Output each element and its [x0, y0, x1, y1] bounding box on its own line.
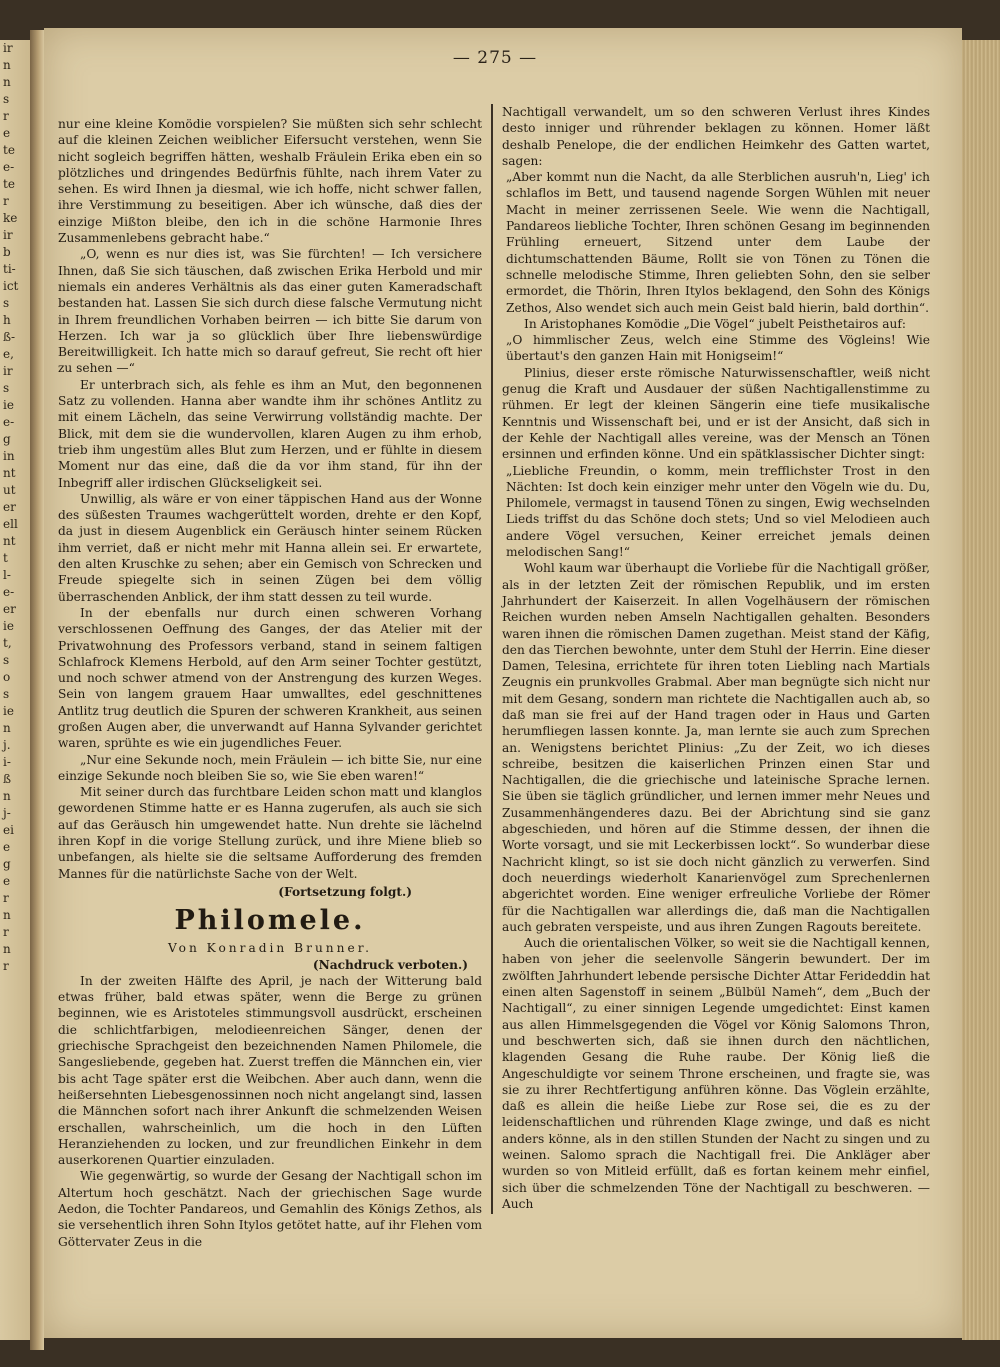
article-text: [58, 973, 482, 1250]
paragraph: Mit seiner durch das furchtbare Leiden schon matt und klanglos gewordenen Stimme hatte er es Hanna zugerufen, als auch sie sich auf das Geräusch hin umgewendet hatte. Nun drehte sie lächelnd ihren Kopf in die vorige Stellung zurück, und ihre Miene blieb so unbefangen, als hielte sie die seltsame Aufforderung des fremden Mannes für die natürlichste Sache von der Welt.: [58, 785, 482, 881]
facing-page-fragment: t,: [3, 636, 12, 650]
facing-page-fragment: r: [3, 959, 9, 973]
paragraph: Plinius, dieser erste römische Naturwissenschaftler, weiß nicht genug die Kraft und Ausdauer der süßen Nachtigallenstimme zu rühmen. Er legt der kleinen Sängerin eine tiefe musikalische Kenntnis und Wissenschaft bei, und er ist der Ansicht, daß sich in der Kehle der Nachtigall alles vereine, was der Mensch an Tönen ersinnen und erfinden könne. Und ein spätklassischer Dichter singt:: [502, 365, 930, 462]
facing-page-fragment: ke: [3, 211, 18, 225]
verse-quote: „Aber kommt nun die Nacht, da alle Sterblichen ausruh'n, Lieg' ich schlaflos im Bett, und tausend nagende Sorgen Wühlen mit neuer Macht in meiner zerrissenen Seele. Wie wenn die Nachtigall, Pandareos liebliche Tochter, Ihren schönen Gesang im beginnenden Frühling erneuert, Sitzend unter dem Laube der dichtumschattenden Bäume, Rollt sie von Tönen zu Tönen die schnelle melodische Stimme, Ihren geliebten Sohn, den sie selber ermordet, die Thörin, Ihren Itylos beklagend, den Sohn des Königs Zethos, Also wendet sich auch mein Geist bald hierin, bald dorthin“.: [506, 170, 930, 315]
facing-page-fragment: er: [3, 500, 16, 514]
facing-page-fragment: e-: [3, 160, 15, 174]
facing-page-fragment: g: [3, 857, 11, 871]
book-gutter: [30, 30, 44, 1350]
facing-page-fragment: ti-: [3, 262, 16, 276]
facing-page-fragment: b: [3, 245, 11, 259]
facing-page-fragment: ie: [3, 398, 14, 412]
paragraph: Auch die orientalischen Völker, so weit sie die Nachtigall kennen, haben von jeher die seelenvolle Sängerin bewundert. Der im zwölften Jahrhundert lebende persische Dichter Attar Ferideddin hat einen alten Sagenstoff in seinem „Bülbül Nameh“, dem „Buch der Nachtigall“, zu einer sinnigen Legende umgedichtet: Einst kamen aus allen Himmelsgegenden die Vögel vor König Salomons Thron, und beschwerten sich, daß sie ihnen durch den nächtlichen, klagenden Gesang die Ruhe raube. Der König ließ die Angeschuldigte vor seinem Throne erscheinen, und fragte sie, was sie zu ihrer Rechtfertigung anführen könne. Das Vöglein erzählte, daß es allein die heiße Liebe zur Rose sei, die es zu der leidenschaftlichen und rührenden Klage zwinge, und daß es nicht anders könne, als in den stillen Stunden der Nacht zu singen und zu weinen. Salomo sprach die Nachtigall frei. Die Ankläger aber wurden so von Mitleid erfüllt, daß es fortan keinem mehr einfiel, sich über die schmelzenden Töne der Nachtigall zu beschweren. — Auch: [502, 936, 930, 1211]
facing-page-fragment: e: [3, 126, 11, 140]
facing-page-fragment: e,: [3, 347, 14, 361]
right-column: [502, 104, 930, 1212]
facing-page-fragment: h: [3, 313, 11, 327]
facing-page-fragment: er: [3, 602, 16, 616]
facing-page-fragment: e: [3, 840, 11, 854]
left-column-text: [58, 116, 482, 882]
facing-page-fragment: e-: [3, 415, 15, 429]
paragraph: nur eine kleine Komödie vorspielen? Sie müßten sich sehr schlecht auf die kleinen Zeichen weiblicher Eifersucht verstehen, wenn Sie nicht sogleich begriffen hätten, weshalb Fräulein Erika eben ein so plötzliches und dringendes Bedürfnis fühlte, nach ihrem Vater zu sehen. Es wird Ihnen ja diesmal, wie ich hoffe, nicht schwer fallen, ihre Verstimmung zu beseitigen. Aber ich wünsche, daß dies der einzige Mißton bleibe, den ich in die schöne Harmonie Ihres Zusammenlebens gebracht habe.“: [58, 117, 482, 246]
facing-page-fragment: e-: [3, 585, 15, 599]
facing-page-fragment: i-: [3, 755, 11, 769]
facing-page-fragment: j.: [3, 738, 11, 752]
facing-page-fragment: n: [3, 789, 11, 803]
facing-page-fragment: r: [3, 891, 9, 905]
facing-page-fragment: nt: [3, 534, 16, 548]
facing-page-fragment: n: [3, 58, 11, 72]
facing-page-fragment: r: [3, 194, 9, 208]
facing-page-fragment: ie: [3, 704, 14, 718]
continued-notice: (Fortsetzung folgt.): [278, 884, 412, 899]
facing-page-fragment: n: [3, 942, 11, 956]
page-number: — 275 —: [452, 48, 538, 68]
page-edges-stack: [962, 40, 1000, 1340]
facing-page-fragment: o: [3, 670, 11, 684]
paragraph: Nachtigall verwandelt, um so den schweren Verlust ihres Kindes desto inniger und rührender beklagen zu können. Homer läßt deshalb Penelope, die der endlichen Heimkehr des Gatten wartet, sagen:: [502, 105, 930, 168]
paragraph: Unwillig, als wäre er von einer täppischen Hand aus der Wonne des süßesten Traumes wachgerüttelt worden, drehte er den Kopf, da just in diesem Augenblick ein Geräusch hinter seinem Rücken ihm verriet, daß er nicht mehr mit Hanna allein sei. Er erwartete, den alten Kruschke zu sehen; aber ein Gemisch von Schrecken und Freude spiegelte sich in seinen Zügen bei dem völlig überraschenden Anblick, der ihm statt dessen zu teil wurde.: [58, 491, 482, 604]
facing-page-fragment: in: [3, 449, 15, 463]
facing-page-fragment: e: [3, 874, 11, 888]
facing-page-fragment: ß-: [3, 330, 16, 344]
article-paragraph: In der zweiten Hälfte des April, je nach der Witterung bald etwas früher, bald etwas später, wenn die Berge zu grünen beginnen, wie es Aristoteles stimmungsvoll ausdrückt, erscheinen die schlichtfarbigen, melodieenreichen Sänger, denen der griechische Sprachgeist den bezeichnenden Namen Philomele, die Sangesliebende, gegeben hat. Zuerst treffen die Männchen ein, vier bis acht Tage später erst die Weibchen. Aber auch dann, wenn die heißersehnten Liebesgenossinnen noch nicht angelangt sind, lassen die Männchen sofort nach ihrer Ankunft die schmelzenden Weisen erschallen, wahrscheinlich, um die hoch in den Lüften Heranziehenden zu locken, und zur freundlichen Einkehr in dem auserkorenen Quartier einzuladen.: [58, 973, 482, 1168]
facing-page-fragment: n: [3, 908, 11, 922]
column-divider: [491, 104, 493, 1214]
paragraph: „Nur eine Sekunde noch, mein Fräulein — ich bitte Sie, nur eine einzige Sekunde noch bleiben Sie so, wie Sie eben waren!“: [58, 752, 482, 783]
facing-page-fragment: ei: [3, 823, 14, 837]
facing-page-fragment: te: [3, 177, 15, 191]
left-column: [58, 116, 482, 1250]
facing-page-fragment: n: [3, 75, 11, 89]
facing-page-fragment: ir: [3, 228, 13, 242]
facing-page-fragment: te: [3, 143, 15, 157]
paragraph: In der ebenfalls nur durch einen schweren Vorhang verschlossenen Oeffnung des Ganges, der das Atelier mit der Privatwohnung des Professors verband, stand in seinem faltigen Schlafrock Klemens Herbold, auf den Arm seiner Tochter gestützt, und noch schwer atmend von der Anstrengung des kurzen Weges. Sein von langem grauem Haar umwalltes, edel geschnittenes Antlitz trug deutlich die Spuren der schweren Krankheit, aus seinen großen Augen aber, die unverwandt auf Hanna Sylvander gerichtet waren, sprühte es wie ein jugendliches Feuer.: [58, 605, 482, 751]
facing-page-fragment: r: [3, 109, 9, 123]
reprint-notice: (Nachdruck verboten.): [312, 957, 468, 972]
article-title: Philomele.: [174, 905, 366, 937]
facing-page-fragment: j-: [3, 806, 11, 820]
facing-page-fragment: s: [3, 687, 10, 701]
facing-page-fragment: s: [3, 92, 10, 106]
facing-page-fragment: s: [3, 381, 10, 395]
article-byline: Von Konradin Brunner.: [167, 941, 373, 956]
verse-quote: „O himmlischer Zeus, welch eine Stimme des Vögleins! Wie übertaut's den ganzen Hain mit Honigseim!“: [506, 333, 930, 364]
verse-quote: „Liebliche Freundin, o komm, mein trefflichster Trost in den Nächten: Ist doch kein einziger mehr unter den Vögeln wie du. Du, Philomele, vermagst in tausend Tönen zu singen, Ewig wechselnden Lieds triffst du das Schöne doch stets; Und so viel Melodieen auch andere Vögel versuchen, Keiner erreichet jemals deinen melodischen Sang!“: [506, 463, 930, 560]
facing-page-fragment: l-: [3, 568, 11, 582]
facing-page-fragment: r: [3, 925, 9, 939]
facing-page-fragment: s: [3, 296, 10, 310]
facing-page-fragment: n: [3, 721, 11, 735]
facing-page-fragment: ie: [3, 619, 14, 633]
paragraph: „O, wenn es nur dies ist, was Sie fürchten! — Ich versichere Ihnen, daß Sie sich täuschen, daß zwischen Erika Herbold und mir niemals ein anderes Verhältnis als das einer guten Kameradschaft bestanden hat. Lassen Sie sich durch diese falsche Vermutung nicht in Ihrem freundlichen Vorhaben beirren — ich bitte Sie darum von Herzen. Ich war ja so glücklich über Ihre liebenswürdige Bereitwilligkeit. Ich hatte mich so darauf gefreut, Sie recht oft hier zu sehen —“: [58, 247, 482, 376]
article-paragraph: Wie gegenwärtig, so wurde der Gesang der Nachtigall schon im Altertum hoch geschätzt. Nach der griechischen Sage wurde Aedon, die Tochter Pandareos, und Gemahlin des Königs Zethos, als sie versehentlich ihren Sohn Itylos getötet hatte, auf ihr Flehen vom Göttervater Zeus in die: [58, 1169, 482, 1249]
facing-page-fragment: g: [3, 432, 11, 446]
facing-page-fragment: ir: [3, 41, 13, 55]
facing-page-fragment: ell: [3, 517, 18, 531]
facing-page-fragment: ir: [3, 364, 13, 378]
paragraph: Wohl kaum war überhaupt die Vorliebe für die Nachtigall größer, als in der letzten Zeit der römischen Republik, und im ersten Jahrhundert der Kaiserzeit. In allen Vogelhäusern der römischen Reichen wurden neben Amseln Nachtigallen gehalten. Besonders waren ihnen die römischen Damen zugethan. Meist stand der Käfig, den das Tierchen bewohnte, unter dem Stuhl der Herrin. Eine dieser Damen, Telesina, errichtete für ihren toten Liebling nach Martials Zeugnis ein prunkvolles Grabmal. Aber man begnügte sich nicht nur mit dem Gesang, sondern man richtete die Nachtigallen auch ab, so daß man sie frei auf der Hand tragen oder in Haus und Garten herumfliegen lassen konnte. Ja, man lernte sie auch zum Sprechen an. Wenigstens berichtet Plinius: „Zu der Zeit, wo ich dieses schreibe, besitzen die kaiserlichen Prinzen einen Star und Nachtigallen, die die griechische und lateinische Sprache lernen. Sie üben sie täglich gründlicher, und lernen immer mehr Neues und Zusammenhängenderes dazu. Bei der Abrichtung sind sie ganz abgeschieden, und hören auf die Stimme dessen, der ihnen die Worte vorsagt, und sie mit Leckerbissen lockt“. So wunderbar diese Nachricht klingt, so ist sie doch nicht gänzlich zu verwerfen. Sind doch neuerdings wiederholt Kanarienvögel zum Sprechenlernen abgerichtet worden. Eine weniger erfreuliche Vorliebe der Römer für die Nachtigallen war allerdings die, daß man die Nachtigallen auch gebraten verspeiste, und aus ihren Zungen Ragouts bereitete.: [502, 561, 930, 934]
paragraph: In Aristophanes Komödie „Die Vögel“ jubelt Peisthetairos auf:: [524, 316, 906, 331]
facing-page-fragment: nt: [3, 466, 16, 480]
facing-page-fragment: ß: [3, 772, 12, 786]
facing-page-fragment: ut: [3, 483, 16, 497]
facing-page-fragment: t: [3, 551, 8, 565]
paragraph: Er unterbrach sich, als fehle es ihm an Mut, den begonnenen Satz zu vollenden. Hanna aber wandte ihm ihr schönes Antlitz zu mit einem Lächeln, das seine Verwirrung vollständig machte. Der Blick, mit dem sie die wundervollen, klaren Augen zu ihm erhob, trieb ihm ungestüm alles Blut zum Herzen, und er fühlte in diesem Moment nur das eine, daß die da vor ihm stand, für ihn der Inbegriff aller irdischen Glückseligkeit sei.: [58, 377, 482, 490]
facing-page-fragment: s: [3, 653, 10, 667]
right-column-text: [502, 104, 930, 1212]
facing-page-fragment: ict: [3, 279, 19, 293]
facing-page-edge: [0, 40, 30, 1340]
